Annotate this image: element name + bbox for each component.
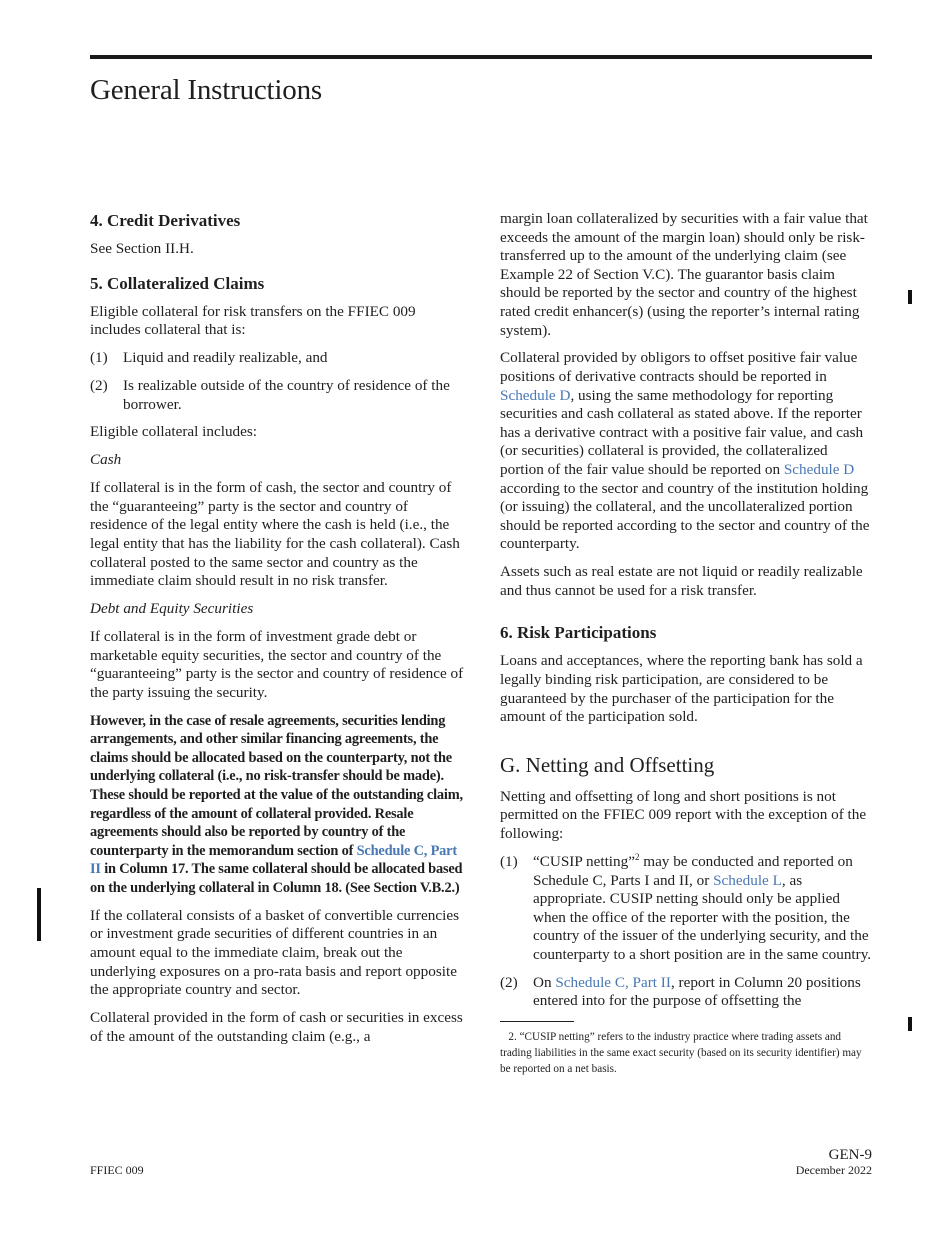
schedule-c-part-ii-link[interactable]: Schedule C, Part II xyxy=(90,842,457,878)
footnote-text: “CUSIP netting” refers to the industry practice where trading assets and trading liabilities in the same exact security (based on its security identifier) may be reported on a net basis. xyxy=(500,1030,862,1075)
derivatives-text-a: Collateral provided by obligors to offset positive fair value positions of derivative contracts should be reported in xyxy=(500,349,858,386)
footnote-ref[interactable]: 2 xyxy=(634,851,640,862)
right-column xyxy=(500,210,873,1086)
section-6-text: Loans and acceptances, where the reporting bank has sold a legally binding risk participation, are considered to be guaranteed by the purchaser of the participation for the amount of the participation sold. xyxy=(500,652,863,726)
section-4-text: See Section II.H. xyxy=(90,240,194,257)
margin-loan-paragraph: margin loan collateralized by securities with a fair value that exceeds the amount of the margin loan) should only be risk-transferred up to the amount of the underlying claim (see Example 22 of Section V.C). The guarantor basis claim should be reported by the sector and country of the highest rated credit enhancer(s) (using the reporter’s internal rating system). xyxy=(500,210,868,339)
resale-text-a: However, in the case of resale agreements, securities lending arrangements, and other similar financing agreements, the claims should be allocated based on the counterparty, not the underlying collateral (i.e., no risk-transfer should be made). These should be reported at the value of the outstanding claim, regardless of the amount of collateral provided. Resale agreements should also be reported by country of the counterparty in the memorandum section of xyxy=(90,712,463,859)
resale-agreements-paragraph xyxy=(90,712,465,898)
list-item xyxy=(500,974,873,1011)
footer-date: December 2022 xyxy=(795,1163,872,1177)
real-estate-paragraph: Assets such as real estate are not liquid or readily realizable and thus cannot be used for a risk transfer. xyxy=(500,563,863,599)
list-item xyxy=(500,853,873,965)
schedule-d-link[interactable]: Schedule D xyxy=(500,386,571,404)
change-bar xyxy=(908,1017,912,1031)
schedule-d-link[interactable]: Schedule D xyxy=(783,461,855,479)
derivatives-paragraph xyxy=(500,349,873,554)
basket-paragraph: If the collateral consists of a basket of convertible currencies or investment grade securities of different countries in an amount equal to the immediate claim, break out the underlying exposures on a pro-rata basis and report opposite the appropriate country and sector. xyxy=(90,906,459,999)
list-item-number: (1) xyxy=(90,349,108,367)
section-4-heading: 4. Credit Derivatives xyxy=(90,211,241,230)
list-item-number: (1) xyxy=(500,852,518,870)
change-bar xyxy=(908,290,912,304)
list-item-text: Is realizable outside of the country of residence of the borrower. xyxy=(123,376,450,413)
page-number: GEN-9 xyxy=(828,1147,872,1163)
section-g-heading: G. Netting and Offsetting xyxy=(500,752,715,777)
debt-equity-paragraph: If collateral is in the form of investment grade debt or marketable equity securities, the sector and country of the “guaranteeing” party is the sector and country of residence of the party issuing the security. xyxy=(90,627,464,701)
list-item-text xyxy=(533,853,873,965)
list-item-number: (2) xyxy=(500,973,518,991)
eligible-includes: Eligible collateral includes: xyxy=(90,423,258,441)
item2-text-a: On xyxy=(533,973,552,991)
footer-page-info xyxy=(796,1147,872,1178)
derivatives-text-c: according to the sector and country of the institution holding (or issuing) the collateral, and the uncollateralized portion should be reported according to the sector and country of the counterparty. xyxy=(500,479,870,553)
schedule-c-part-ii-link[interactable]: Schedule C, Part II xyxy=(555,973,671,991)
top-rule xyxy=(90,55,872,59)
footnote-rule xyxy=(500,1021,574,1022)
left-column xyxy=(90,210,465,1056)
cusip-text-c: , as appropriate. CUSIP netting should only be applied when the office of the reporter with the position, the country of the issuer of the underlying security, and the counterparty to a short position are in the same country. xyxy=(533,871,872,963)
page-title: General Instructions xyxy=(90,74,322,106)
change-bar xyxy=(37,888,41,941)
resale-text-b: in Column 17. The same collateral should be allocated based on the underlying collateral in Column 18. (See Section V.B.2.) xyxy=(90,861,463,896)
section-5-heading: 5. Collateralized Claims xyxy=(90,273,265,293)
derivatives-text-b: , using the same methodology for reporting securities and cash collateral as stated above. If the reporter has a derivative contract with a positive fair value, and cash (or securities) collateral is provided, the collateralized portion of the fair value should be reported on xyxy=(500,386,864,479)
cash-subheading: Cash xyxy=(90,451,122,469)
list-item-number: (2) xyxy=(90,376,108,394)
footnote-number: 2. xyxy=(508,1030,517,1043)
footer-form-id: FFIEC 009 xyxy=(90,1163,144,1177)
cash-paragraph: If collateral is in the form of cash, the sector and country of the “guaranteeing” party is the sector and country of residence of the legal entity where the cash is held (i.e., the legal entity that has the liability for the cash collateral). Cash collateral posted to the same sector and country as the immediate claim should result in no risk transfer. xyxy=(90,479,460,590)
item2-text-b: , report in Column 20 positions entered into for the purpose of offsetting the xyxy=(533,973,861,1010)
footnote xyxy=(500,1029,873,1077)
section-g-intro: Netting and offsetting of long and short positions is not permitted on the FFIEC 009 report with the exception of the following: xyxy=(500,787,867,843)
excess-collateral-paragraph: Collateral provided in the form of cash or securities in excess of the amount of the outstanding claim (e.g., a xyxy=(90,1009,463,1045)
list-item xyxy=(90,349,465,368)
schedule-l-link[interactable]: Schedule L xyxy=(713,871,782,889)
list-item-text: Liquid and readily realizable, and xyxy=(123,349,328,367)
section-5-intro: Eligible collateral for risk transfers on the FFIEC 009 includes collateral that is: xyxy=(90,302,416,339)
section-6-heading: 6. Risk Participations xyxy=(500,623,657,643)
cusip-text-b: may be conducted and reported on Schedule C, Parts I and II, or xyxy=(533,852,853,889)
debt-equity-subheading: Debt and Equity Securities xyxy=(90,600,254,618)
list-item xyxy=(90,377,465,414)
cusip-netting-term: “CUSIP netting” xyxy=(533,852,635,870)
list-item-text xyxy=(533,974,873,1011)
